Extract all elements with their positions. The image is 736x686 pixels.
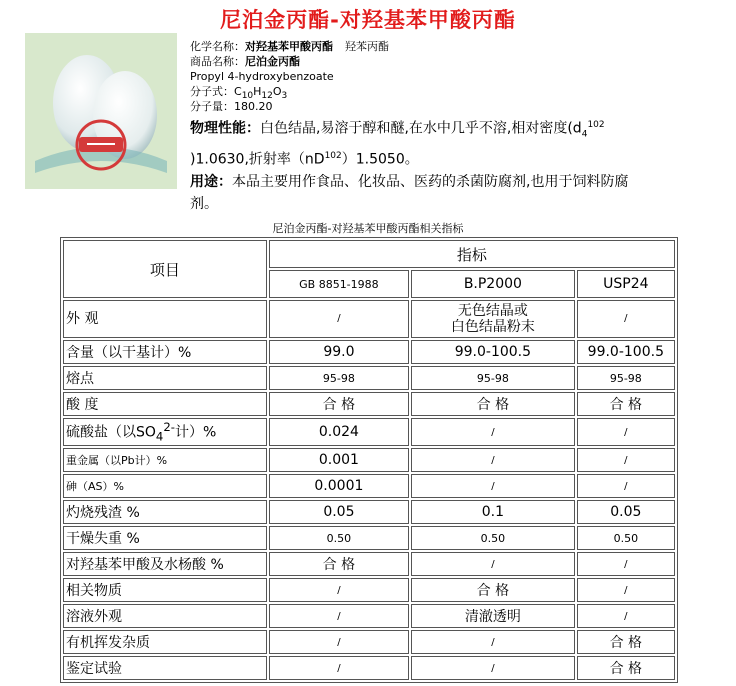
uses: 用途：本品主要用作食品、化妆品、医药的杀菌防腐剂,也用于饲料防腐 剂。 bbox=[190, 174, 629, 213]
molecular-weight-line: 分子量：180.20 bbox=[190, 100, 273, 113]
table-row: 溶液外观 / 清澈透明 / bbox=[63, 604, 675, 628]
table-row: 熔点 95-98 95-98 95-98 bbox=[63, 366, 675, 390]
spec-header: 指标 bbox=[269, 240, 675, 268]
table-row: 外 观 / 无色结晶或 白色结晶粉末 / bbox=[63, 300, 675, 338]
table-row: 硫酸盐（以$SO_4^{2-}$计）% 0.024 / / bbox=[63, 418, 675, 446]
molecular-weight: 180.20 bbox=[234, 100, 273, 113]
chemical-name-line: 化学名称：对羟基苯甲酸丙酯 羟苯丙酯 bbox=[190, 40, 389, 53]
table-caption: 尼泊金丙酯-对羟基苯甲酸丙酯相关指标 bbox=[272, 222, 464, 235]
table-row: 有机挥发杂质 / / 合 格 bbox=[63, 630, 675, 654]
table-row: 砷（AS）% 0.0001 / / bbox=[63, 474, 675, 498]
table-row: 含量（以干基计）% 99.0 99.0-100.5 99.0-100.5 bbox=[63, 340, 675, 364]
table-row: 干燥失重 % 0.50 0.50 0.50 bbox=[63, 526, 675, 550]
trade-name: 尼泊金丙酯 bbox=[245, 55, 300, 68]
chemical-name-alt: 羟苯丙酯 bbox=[345, 40, 389, 53]
english-name: Propyl 4-hydroxybenzoate bbox=[190, 70, 334, 83]
standard-bp: B.P2000 bbox=[411, 270, 575, 298]
physical-properties: 物理性能：白色结晶,易溶于醇和醚,在水中几乎不溶,相对密度($d_4^{102}$ )1.0630,折射率$(nD^{102})1.5050$。 bbox=[190, 120, 605, 169]
item-header: 项目 bbox=[63, 240, 267, 298]
table-row: 相关物质 / 合 格 / bbox=[63, 578, 675, 602]
table-row: 酸 度 合 格 合 格 合 格 bbox=[63, 392, 675, 416]
formula-line: 分子式：$C_{10}H_{12}O_3$ bbox=[190, 85, 288, 102]
table-row: 灼烧残渣 % 0.05 0.1 0.05 bbox=[63, 500, 675, 524]
chemical-name: 对羟基苯甲酸丙酯 bbox=[245, 40, 333, 53]
product-image bbox=[25, 33, 177, 189]
product-info bbox=[190, 39, 730, 215]
table-row: 重金属（以Pb计）% 0.001 / / bbox=[63, 448, 675, 472]
table-row: 对羟基苯甲酸及水杨酸 % 合 格 / / bbox=[63, 552, 675, 576]
trade-name-line: 商品名称：尼泊金丙酯 bbox=[190, 55, 300, 68]
table-row: 鉴定试验 / / 合 格 bbox=[63, 656, 675, 680]
spec-table bbox=[60, 237, 678, 683]
page-title: 尼泊金丙酯-对羟基苯甲酸丙酯 bbox=[220, 8, 516, 32]
standard-usp: USP24 bbox=[577, 270, 675, 298]
standard-gb: GB 8851-1988 bbox=[269, 270, 409, 298]
